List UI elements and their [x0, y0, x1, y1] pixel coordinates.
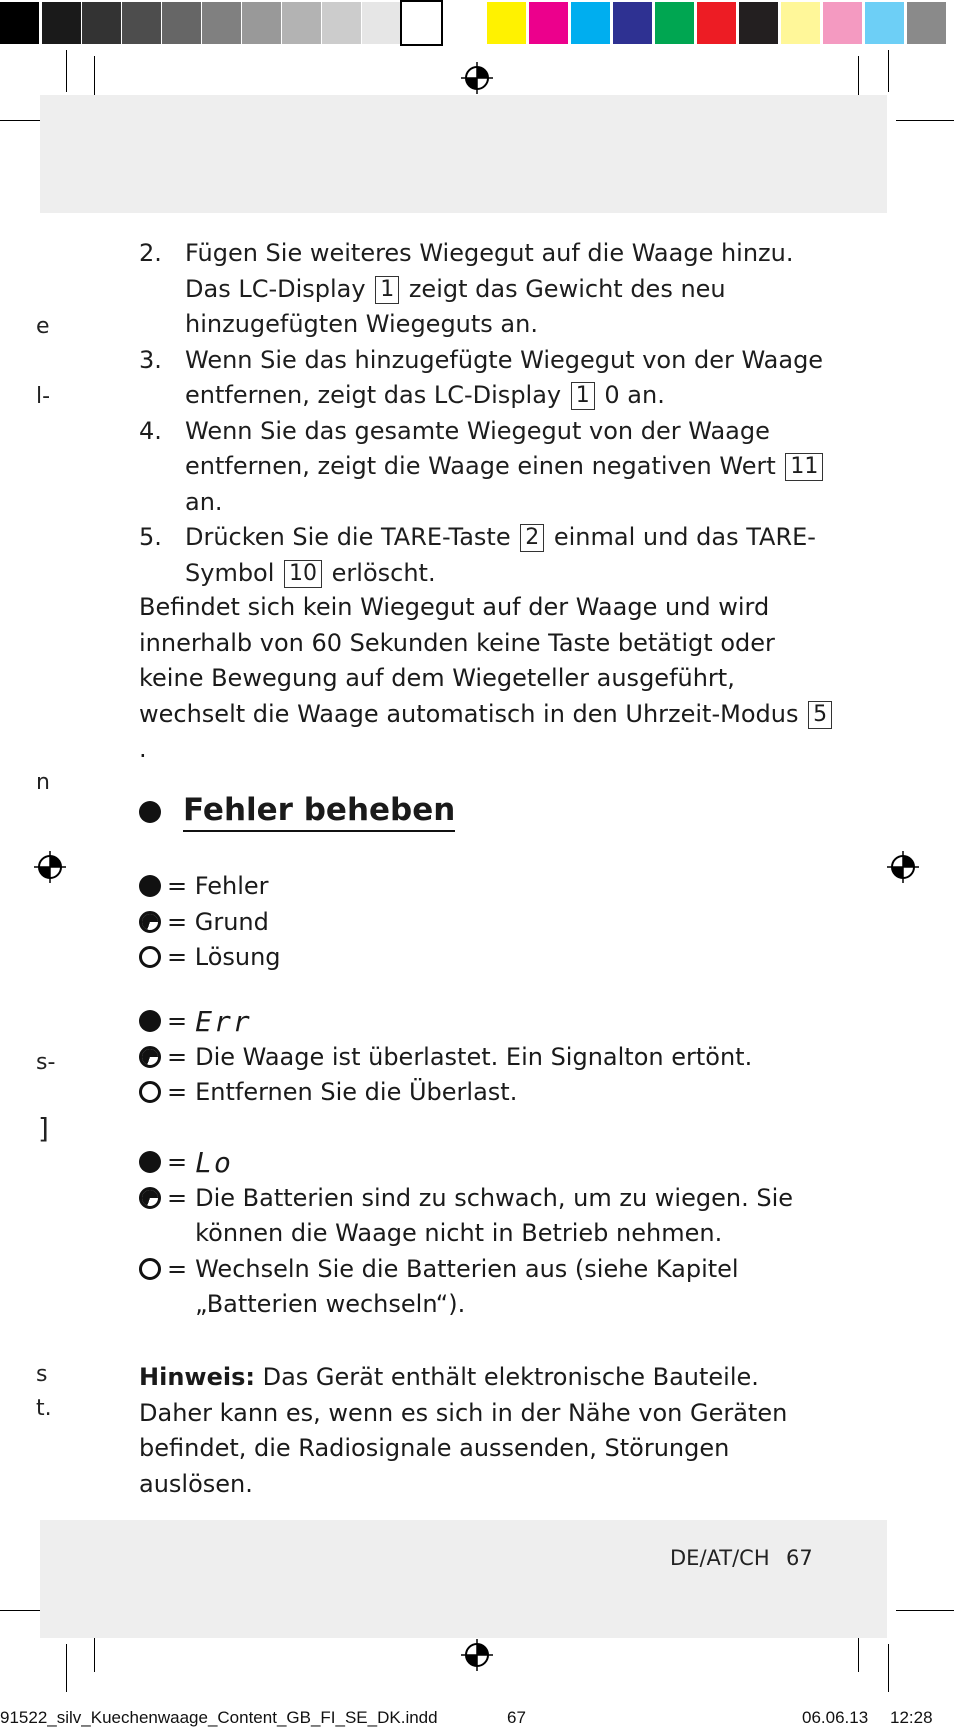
- legend-row: [139, 940, 839, 976]
- cause-row: = Die Batterien sind zu schwach, um zu wiegen. Sie können die Waage nicht in Betrieb nehmen.: [139, 1181, 839, 1252]
- color-swatch: [282, 2, 321, 44]
- list-item: [139, 343, 829, 414]
- margin-fragment: ]: [38, 1112, 49, 1145]
- margin-fragment: s: [36, 1362, 48, 1387]
- registration-mark-icon: [886, 850, 920, 884]
- color-swatch: [242, 2, 281, 44]
- legend-label: = Fehler: [167, 872, 269, 900]
- registration-mark-icon: [33, 850, 67, 884]
- margin-fragment: t.: [36, 1396, 52, 1421]
- color-swatch: [865, 2, 904, 44]
- registration-mark-icon: [460, 1638, 494, 1672]
- note-label: Hinweis:: [139, 1363, 255, 1391]
- crop-mark: [888, 1644, 889, 1692]
- cause-symbol-icon: [139, 1187, 161, 1209]
- step-number: 5.: [139, 523, 162, 551]
- color-swatch: [42, 2, 81, 44]
- solution-text: Entfernen Sie die Überlast.: [195, 1078, 518, 1106]
- step-text: Wenn Sie das gesamte Wiegegut von der Waage entfernen, zeigt die Waage einen negativen Wert 11 an.: [185, 414, 829, 521]
- cause-symbol-icon: [139, 911, 161, 933]
- reference-number: 10: [284, 560, 322, 588]
- crop-mark: [66, 1644, 67, 1692]
- margin-fragment: n: [36, 770, 50, 795]
- reference-number: 1: [571, 382, 595, 410]
- cause-text: Die Batterien sind zu schwach, um zu wiegen. Sie können die Waage nicht in Betrieb nehmen.: [195, 1183, 793, 1247]
- color-swatch: [362, 2, 401, 44]
- error-code-row: = Lo: [139, 1145, 839, 1181]
- slug-filename: 91522_silv_Kuechenwaage_Content_GB_FI_SE_DK.indd: [0, 1708, 438, 1727]
- color-swatch: [739, 2, 778, 44]
- color-swatch: [202, 2, 241, 44]
- step-list: [139, 236, 829, 591]
- step-text: Wenn Sie das hinzugefügte Wiegegut von der Waage entfernen, zeigt das LC-Display 1 0 an.: [185, 345, 824, 409]
- color-swatch: [655, 2, 694, 44]
- solution-symbol-icon: [139, 1081, 161, 1103]
- error-symbol-icon: [139, 1151, 161, 1173]
- list-item: [139, 520, 829, 591]
- crop-mark: [896, 1610, 954, 1611]
- auto-clock-paragraph: Befindet sich kein Wiegegut auf der Waage und wird innerhalb von 60 Sekunden keine Taste betätigt oder keine Bewegung auf dem Wiegeteller ausgeführt, wechselt die Waage automatisch in den Uhrzeit-Modus 5.: [139, 590, 839, 768]
- solution-symbol-icon: [139, 1258, 161, 1280]
- color-swatch: [697, 2, 736, 44]
- slug-page: 67: [507, 1708, 526, 1727]
- footer-band: [40, 1520, 887, 1638]
- color-swatch: [529, 2, 568, 44]
- step-number: 3.: [139, 345, 162, 374]
- margin-fragment: l-: [36, 384, 51, 409]
- color-control-bar: [0, 0, 954, 46]
- error-entry-err: [139, 1004, 839, 1111]
- solution-text: Wechseln Sie die Batterien aus (siehe Kapitel „Batterien wechseln“).: [195, 1254, 739, 1318]
- step-text: Fügen Sie weiteres Wiegegut auf die Waage hinzu. Das LC-Display 1 zeigt das Gewicht des neu hinzugefügten Wiegeguts an.: [185, 239, 794, 338]
- section-title: Fehler beheben: [183, 792, 455, 832]
- header-band: [40, 95, 887, 213]
- note-text: Das Gerät enthält elektronische Bauteile. Daher kann es, wenn es sich in der Nähe von Geräten befindet, die Radiosignale aussenden, Störungen auslösen.: [139, 1363, 788, 1498]
- page-number: 67: [786, 1546, 813, 1570]
- legend-label: = Lösung: [167, 943, 281, 971]
- cause-symbol-icon: [139, 1046, 161, 1068]
- margin-fragment: s-: [36, 1050, 56, 1075]
- color-swatch: [402, 2, 441, 44]
- error-code: Err: [195, 1005, 252, 1038]
- cause-text: Die Waage ist überlastet. Ein Signalton ertönt.: [195, 1042, 753, 1071]
- color-swatch: [487, 2, 526, 44]
- margin-fragment: e: [36, 314, 50, 339]
- color-swatch: [122, 2, 161, 44]
- slug-date: 06.06.13: [802, 1708, 869, 1727]
- reference-number: 11: [785, 453, 823, 481]
- error-code: Lo: [195, 1146, 233, 1179]
- reference-number: 5: [808, 701, 832, 729]
- note-paragraph: [139, 1360, 839, 1502]
- solution-row: = Wechseln Sie die Batterien aus (siehe Kapitel „Batterien wechseln“).: [139, 1252, 839, 1323]
- error-symbol-icon: [139, 1010, 161, 1032]
- step-number: 4.: [139, 416, 162, 445]
- symbol-legend: [139, 869, 839, 976]
- crop-mark: [896, 120, 954, 121]
- bullet-icon: [139, 801, 161, 823]
- registration-mark-icon: [460, 61, 494, 95]
- color-swatch: [613, 2, 652, 44]
- list-item: [139, 236, 829, 343]
- color-swatch: [0, 2, 39, 44]
- section-heading: [139, 792, 455, 832]
- reference-number: 2: [520, 524, 544, 552]
- color-swatch: [162, 2, 201, 44]
- legend-label: = Grund: [167, 907, 269, 936]
- list-item: [139, 414, 829, 521]
- legend-row: [139, 869, 839, 905]
- solution-row: = Entfernen Sie die Überlast.: [139, 1075, 839, 1111]
- region-label: DE/AT/CH: [670, 1546, 770, 1570]
- color-swatch: [322, 2, 361, 44]
- color-swatch: [907, 2, 946, 44]
- color-swatch: [82, 2, 121, 44]
- step-number: 2.: [139, 239, 162, 267]
- error-symbol-icon: [139, 875, 161, 897]
- slug-time: 12:28: [890, 1708, 933, 1727]
- solution-symbol-icon: [139, 946, 161, 968]
- color-swatch: [571, 2, 610, 44]
- color-swatch: [781, 2, 820, 44]
- step-text: Drücken Sie die TARE-Taste 2 einmal und das TARE-Symbol 10 erlöscht.: [185, 523, 816, 587]
- error-entry-lo: [139, 1145, 839, 1323]
- color-swatch: [823, 2, 862, 44]
- crop-mark: [888, 50, 889, 92]
- legend-row: [139, 905, 839, 941]
- crop-mark: [66, 50, 67, 92]
- error-code-row: = Err: [139, 1004, 839, 1040]
- cause-row: = Die Waage ist überlastet. Ein Signalton ertönt.: [139, 1040, 839, 1076]
- reference-number: 1: [375, 276, 399, 304]
